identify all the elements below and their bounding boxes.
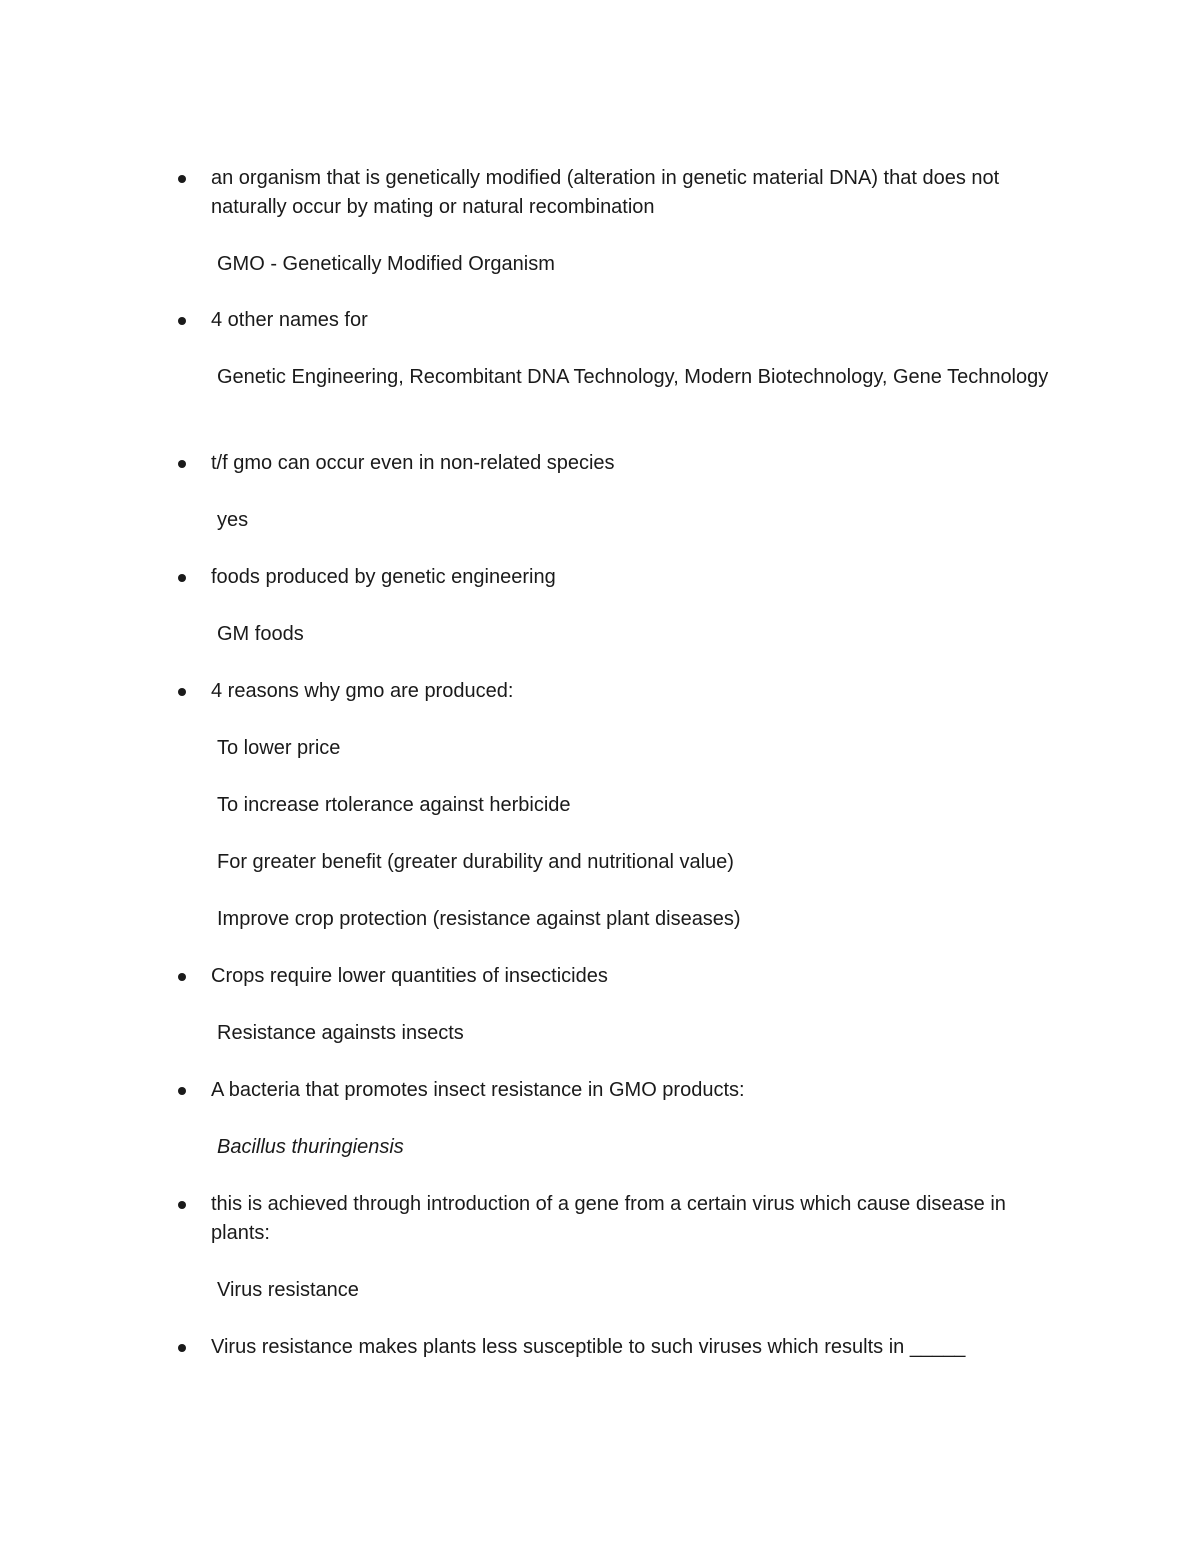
answer-text: Improve crop protection (resistance against plant diseases)	[217, 908, 741, 930]
answer-text: Genetic Engineering, Recombitant DNA Technology, Modern Biotechnology, Gene Technology	[217, 366, 1049, 388]
answer-text: For greater benefit (greater durability and nutritional value)	[217, 851, 734, 873]
list-item	[211, 563, 1061, 592]
list-item	[211, 962, 1061, 991]
question-text: an organism that is genetically modified (alteration in genetic material DNA) that does not naturally occur by mating or natural recombination	[211, 167, 1000, 218]
question-text: Virus resistance makes plants less susceptible to such viruses which results in _____	[211, 1336, 966, 1358]
bullet-icon	[178, 688, 186, 696]
bullet-icon	[178, 574, 186, 582]
list-item	[211, 164, 1061, 222]
bullet-icon	[178, 317, 186, 325]
bullet-icon	[178, 1201, 186, 1209]
list-item	[211, 677, 1061, 706]
list-item	[211, 1076, 1061, 1105]
question-text: this is achieved through introduction of a gene from a certain virus which cause disease in plants:	[211, 1193, 1006, 1244]
question-text: t/f gmo can occur even in non-related species	[211, 452, 615, 474]
answer-text: Bacillus thuringiensis	[217, 1136, 404, 1158]
question-text: Crops require lower quantities of insecticides	[211, 965, 608, 987]
list-item	[211, 306, 1061, 335]
answer-text: To lower price	[217, 737, 341, 759]
bullet-icon	[178, 973, 186, 981]
answer-text: GM foods	[217, 623, 304, 645]
bullet-icon	[178, 460, 186, 468]
bullet-icon	[178, 1344, 186, 1352]
answer-text: Resistance againsts insects	[217, 1022, 464, 1044]
question-text: 4 other names for	[211, 309, 368, 331]
answer-text: Virus resistance	[217, 1279, 359, 1301]
answer-text: yes	[217, 509, 249, 531]
list-item	[211, 1333, 1061, 1362]
answer-text: To increase rtolerance against herbicide	[217, 794, 571, 816]
bullet-icon	[178, 1087, 186, 1095]
bullet-icon	[178, 175, 186, 183]
question-text: A bacteria that promotes insect resistance in GMO products:	[211, 1079, 745, 1101]
question-text: 4 reasons why gmo are produced:	[211, 680, 514, 702]
question-text: foods produced by genetic engineering	[211, 566, 556, 588]
answer-text: GMO - Genetically Modified Organism	[217, 253, 555, 275]
list-item	[211, 449, 1061, 478]
list-item	[211, 1190, 1061, 1248]
